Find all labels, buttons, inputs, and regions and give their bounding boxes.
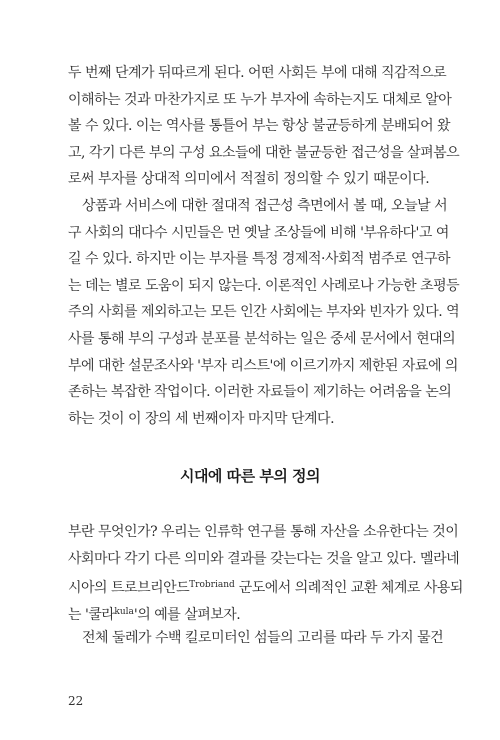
paragraph-line: 전체 둘레가 수백 킬로미터인 섬들의 고리를 따라 두 가지 물건 (82, 630, 444, 646)
paragraph-line: 존하는 복잡한 작업이다. 이러한 자료들이 제기하는 어려움을 논의 (68, 384, 452, 401)
paragraph-line: 부에 대한 설문조사와 '부자 리스트'에 이르기까지 제한된 자료에 의 (68, 357, 458, 374)
paragraph-line: 길 수 있다. 하지만 이는 부자를 특정 경제적·사회적 범주로 연구하 (68, 251, 451, 268)
paragraph-line: 사를 통해 부의 구성과 분포를 분석하는 일은 중세 문서에서 현대의 (68, 330, 456, 347)
paragraph-2 (68, 193, 460, 432)
annotation-superscript: kula (114, 606, 134, 617)
paragraph-line: 하는 것이 이 장의 세 번째이자 마지막 단계다. (68, 410, 335, 427)
paragraph-line: 는 데는 별로 도움이 되지 않는다. 이론적인 사례로나 가능한 초평등 (68, 277, 460, 294)
paragraph-4 (68, 625, 444, 652)
text-segment: '의 예를 살펴보자. (133, 606, 241, 623)
paragraph-line: 사회마다 각기 다른 의미와 결과를 갖는다는 것을 알고 있다. 멜라네 (68, 550, 460, 567)
paragraph-line: 이해하는 것과 마찬가지로 또 누가 부자에 속하는지도 대체로 알아 (68, 91, 452, 108)
text-segment: 는 '쿨라 (68, 606, 115, 623)
paragraph-line (68, 572, 463, 599)
paragraph-line: 상품과 서비스에 대한 절대적 접근성 측면에서 볼 때, 오늘날 서 (82, 198, 448, 214)
paragraph-line: 구 사회의 대다수 시민들은 먼 옛날 조상들에 비해 '부유하다'고 여 (68, 224, 449, 241)
section-heading: 시대에 따른 부의 정의 (179, 467, 321, 485)
paragraph-line: 고, 각기 다른 부의 구성 요소들에 대한 불균등한 접근성을 살펴봄으 (68, 144, 460, 161)
paragraph-line (68, 599, 432, 626)
paragraph-line: 로써 부자를 상대적 의미에서 적절히 정의할 수 있기 때문이다. (68, 171, 430, 188)
paragraph-line: 두 번째 단계가 뒤따르게 된다. 어떤 사회든 부에 대해 직감적으로 (68, 65, 447, 81)
text-segment: 군도에서 의례적인 교환 체계로 사용되 (234, 580, 463, 597)
text-segment: 시아의 트로브리안드 (68, 580, 190, 597)
paragraph-1 (68, 60, 460, 193)
paragraph-line: 주의 사회를 제외하고는 모든 인간 사회에는 부자와 빈자가 있다. 역 (68, 304, 460, 321)
paragraph-line: 부란 무엇인가? 우리는 인류학 연구를 통해 자산을 소유한다는 것이 (68, 524, 459, 540)
annotation-superscript: Trobriand (189, 580, 235, 591)
paragraph-line: 볼 수 있다. 이는 역사를 통틀어 부는 항상 불균등하게 분배되어 왔 (68, 118, 451, 135)
paragraph-3 (68, 519, 463, 625)
page-number: 22 (68, 694, 84, 708)
